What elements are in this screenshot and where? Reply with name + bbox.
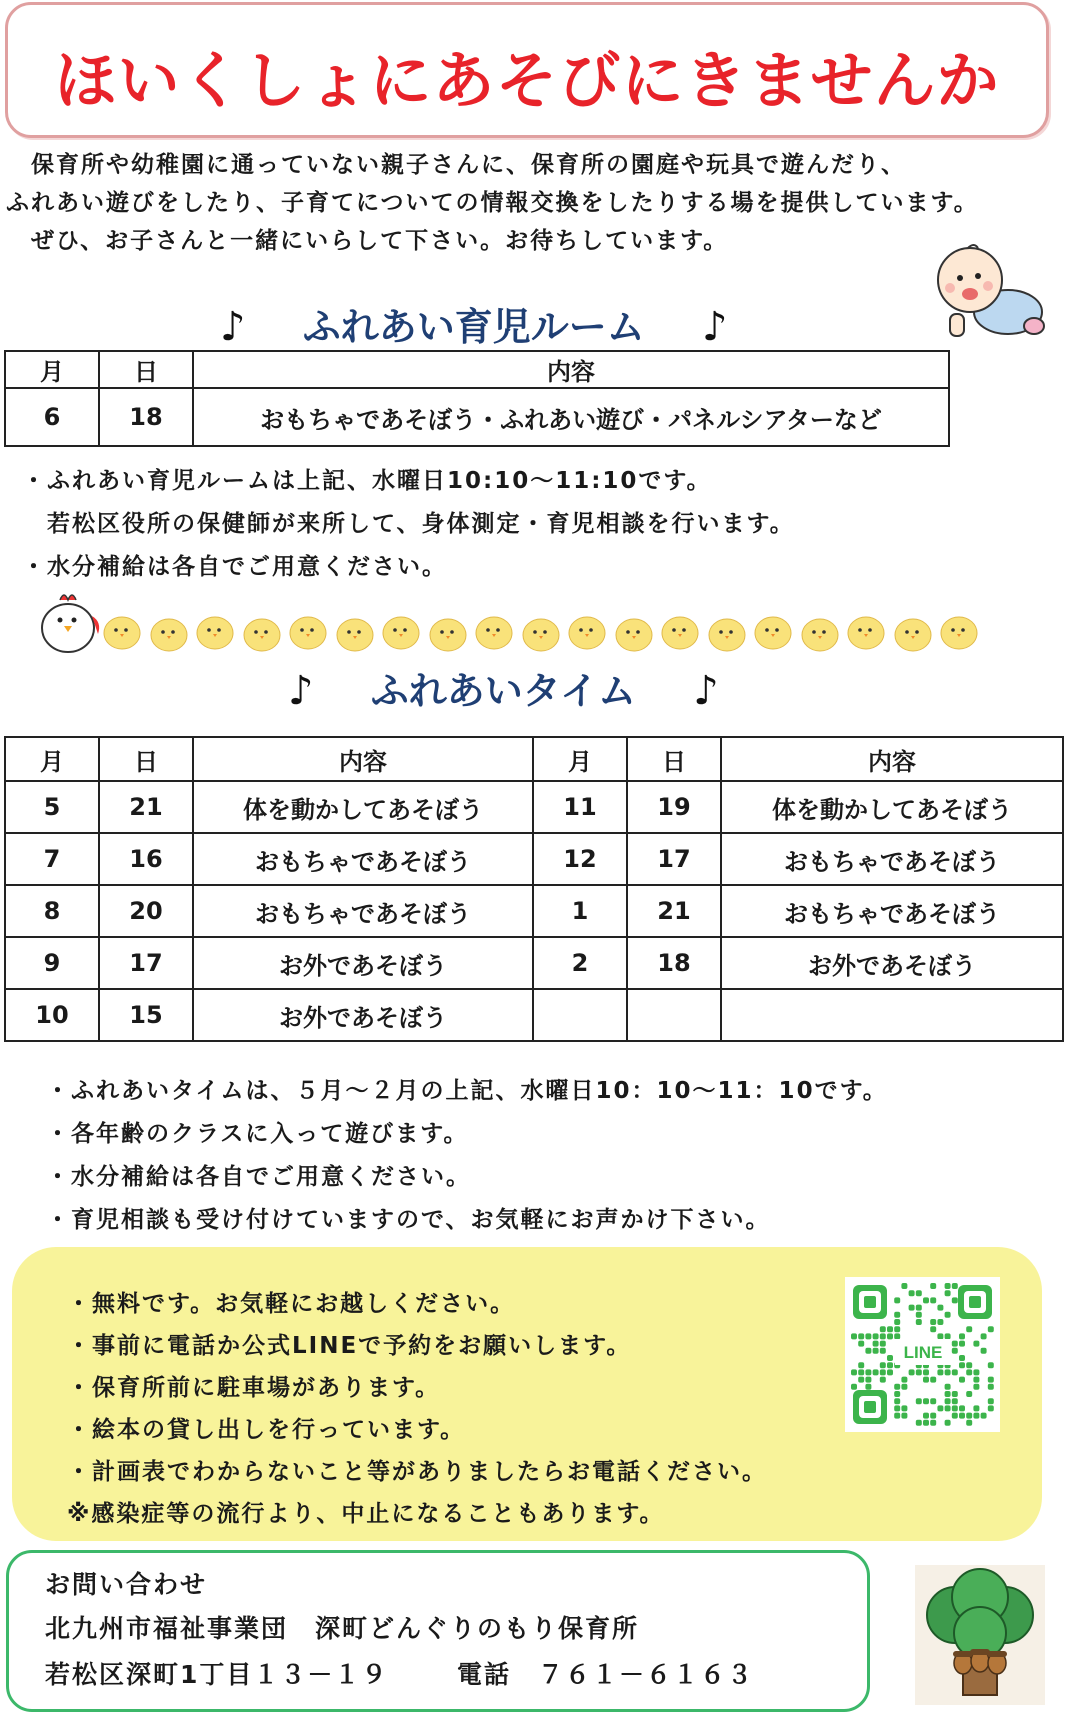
time-note-3: ・水分補給は各自でご用意ください。 [46, 1164, 471, 1190]
page-title: ほいくしょにあそびにきませんか [54, 44, 1000, 117]
table-row [5, 989, 1063, 1041]
cell-month: 1 [533, 885, 627, 937]
cell-day: 20 [99, 885, 193, 937]
music-note-icon: ♪ [702, 304, 728, 350]
cell-month: 7 [5, 833, 99, 885]
qr-line-label: LINE [903, 1343, 943, 1362]
table-row [5, 781, 1063, 833]
cell-content: お外であそぼう [193, 989, 533, 1041]
chick-icon [753, 614, 793, 650]
table-row [5, 833, 1063, 885]
contact-box [6, 1550, 870, 1712]
cell-content: お外であそぼう [193, 937, 533, 989]
cell-content [721, 989, 1063, 1041]
cell-month: 8 [5, 885, 99, 937]
cell-month: 5 [5, 781, 99, 833]
time-schedule-table [4, 736, 1064, 1042]
info-line-4: ・絵本の貸し出しを行っています。 [67, 1417, 466, 1443]
cell-day: 21 [627, 885, 721, 937]
line-qr-code[interactable] [845, 1277, 1000, 1432]
info-box [12, 1247, 1042, 1541]
cell-day: 15 [99, 989, 193, 1041]
chick-icon [939, 614, 979, 650]
cell-content: お外であそぼう [721, 937, 1063, 989]
cell-content: 体を動かしてあそぼう [193, 781, 533, 833]
cell-day: 17 [99, 937, 193, 989]
cell-day: 18 [627, 937, 721, 989]
room-note-2: 若松区役所の保健師が来所して、身体測定・育児相談を行います。 [22, 511, 795, 537]
cell-content: おもちゃであそぼう [721, 833, 1063, 885]
contact-phone: 電話 ７６１－６１６３ [457, 1660, 755, 1689]
cell-day: 18 [99, 388, 193, 446]
cell-month: 11 [533, 781, 627, 833]
qr-code-icon [845, 1277, 1000, 1432]
cell-content: おもちゃであそぼう・ふれあい遊び・パネルシアターなど [193, 388, 949, 446]
hen-illustration [34, 588, 104, 658]
info-line-6: ※感染症等の流行より、中止になることもあります。 [67, 1501, 665, 1527]
contact-label: お問い合わせ [45, 1570, 208, 1599]
cell-month: 6 [5, 388, 99, 446]
chick-icon [707, 616, 747, 652]
chick-icon [381, 614, 421, 650]
cell-day: 19 [627, 781, 721, 833]
cell-content: おもちゃであそぼう [193, 833, 533, 885]
table-header-row [5, 737, 1063, 781]
header-content: 内容 [721, 737, 1063, 781]
header-month: 月 [5, 737, 99, 781]
time-note-4: ・育児相談も受け付けていますので、お気軽にお声かけ下さい。 [46, 1207, 771, 1233]
intro-line-2: ふれあい遊びをしたり、子育てについての情報交換をしたりする場を提供しています。 [6, 190, 979, 216]
chick-icon [893, 616, 933, 652]
chick-icon [521, 616, 561, 652]
intro-line-3: ぜひ、お子さんと一緒にいらして下さい。お待ちしています。 [6, 228, 729, 254]
time-note-1: ・ふれあいタイムは、５月～２月の上記、水曜日10：10～11：10です。 [46, 1078, 888, 1104]
time-note-2: ・各年齢のクラスに入って遊びます。 [46, 1121, 469, 1147]
chick-icon [846, 614, 886, 650]
music-note-icon: ♪ [220, 304, 246, 350]
time-heading [288, 660, 719, 715]
chick-icon [335, 616, 375, 652]
chick-icon [195, 614, 235, 650]
title-banner [5, 2, 1049, 138]
room-heading [220, 296, 728, 351]
chick-icon [660, 614, 700, 650]
cell-month [533, 989, 627, 1041]
table-row [5, 937, 1063, 989]
cell-day: 16 [99, 833, 193, 885]
room-note-3: ・水分補給は各自でご用意ください。 [22, 554, 447, 580]
table-row [5, 885, 1063, 937]
contact-org: 北九州市福祉事業団 深町どんぐりのもり保育所 [45, 1614, 640, 1643]
header-day: 日 [627, 737, 721, 781]
header-day: 日 [99, 737, 193, 781]
intro-line-1: 保育所や幼稚園に通っていない親子さんに、保育所の園庭や玩具で遊んだり、 [6, 152, 906, 178]
music-note-icon: ♪ [288, 668, 314, 714]
crawling-baby-illustration [930, 240, 1050, 350]
header-content: 内容 [193, 351, 949, 388]
info-line-3: ・保育所前に駐車場があります。 [67, 1375, 441, 1401]
cell-content: 体を動かしてあそぼう [721, 781, 1063, 833]
table-header-row [5, 351, 949, 388]
info-line-1: ・無料です。お気軽にお越しください。 [67, 1291, 516, 1317]
chick-icon [288, 614, 328, 650]
cell-day [627, 989, 721, 1041]
chick-icon [102, 614, 142, 650]
header-content: 内容 [193, 737, 533, 781]
music-note-icon: ♪ [693, 668, 719, 714]
cell-content: おもちゃであそぼう [193, 885, 533, 937]
chick-icon [567, 614, 607, 650]
header-month: 月 [5, 351, 99, 388]
cell-day: 21 [99, 781, 193, 833]
info-line-5: ・計画表でわからないこと等がありましたらお電話ください。 [67, 1459, 767, 1485]
header-month: 月 [533, 737, 627, 781]
cell-month: 12 [533, 833, 627, 885]
acorn-tree-illustration [915, 1565, 1045, 1705]
chick-icon [149, 616, 189, 652]
info-line-2: ・事前に電話か公式LINEで予約をお願いします。 [67, 1333, 632, 1359]
chick-icon [474, 614, 514, 650]
cell-day: 17 [627, 833, 721, 885]
chick-icon [242, 616, 282, 652]
header-day: 日 [99, 351, 193, 388]
chick-icon [800, 616, 840, 652]
chick-icon [428, 616, 468, 652]
time-heading-text: ふれあいタイム [370, 669, 637, 713]
room-heading-text: ふれあい育児ルーム [302, 305, 645, 349]
room-schedule-table [4, 350, 950, 447]
chick-icon [614, 616, 654, 652]
room-note-1: ・ふれあい育児ルームは上記、水曜日10:10～11:10です。 [22, 468, 712, 494]
cell-month: 2 [533, 937, 627, 989]
cell-month: 9 [5, 937, 99, 989]
cell-content: おもちゃであそぼう [721, 885, 1063, 937]
contact-address: 若松区深町1丁目１３－１９ [45, 1660, 389, 1689]
cell-month: 10 [5, 989, 99, 1041]
table-row [5, 388, 949, 446]
